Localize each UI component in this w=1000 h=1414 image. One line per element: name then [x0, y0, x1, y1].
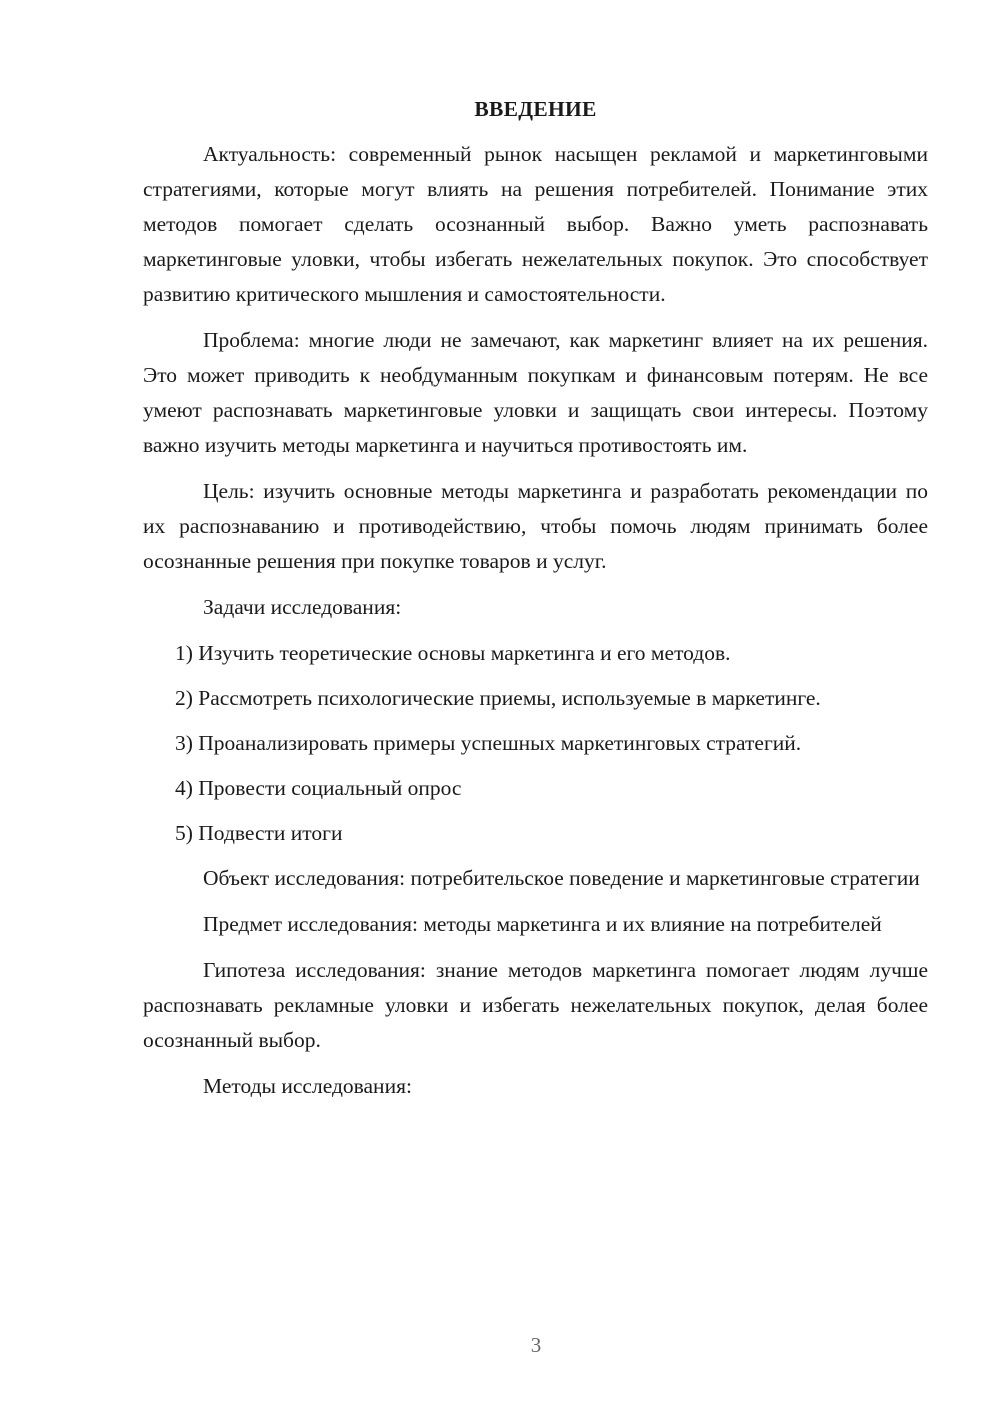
- object-paragraph: Объект исследования: потребительское поведение и маркетинговые стратегии: [203, 866, 920, 890]
- tasks-list: [143, 636, 928, 851]
- list-item: 3) Проанализировать примеры успешных маркетинговых стратегий.: [175, 731, 802, 755]
- list-item: 5) Подвести итоги: [175, 821, 343, 845]
- relevance-paragraph: Актуальность: современный рынок насыщен рекламой и маркетинговыми стратегиями, которые могут влиять на решения потребителей. Понимание этих методов помогает сделать осознанный выбор. Важно уметь распознавать маркетинговые уловки, чтобы избегать нежелательных покупок. Это способствует развитию критического мышления и самостоятельности.: [143, 142, 928, 306]
- subject-paragraph: Предмет исследования: методы маркетинга и их влияние на потребителей: [203, 912, 882, 936]
- hypothesis-paragraph: Гипотеза исследования: знание методов маркетинга помогает людям лучше распознавать рекламные уловки и избегать нежелательных покупок, делая более осознанный выбор.: [143, 958, 928, 1052]
- problem-paragraph: Проблема: многие люди не замечают, как маркетинг влияет на их решения. Это может приводить к необдуманным покупкам и финансовым потерям. Не все умеют распознавать маркетинговые уловки и защищать свои интересы. Поэтому важно изучить методы маркетинга и научиться противостоять им.: [143, 328, 928, 457]
- methods-heading: Методы исследования:: [203, 1074, 412, 1098]
- goal-paragraph: Цель: изучить основные методы маркетинга и разработать рекомендации по их распознаванию и противодействию, чтобы помочь людям принимать более осознанные решения при покупке товаров и услуг.: [143, 479, 928, 573]
- document-page: [143, 92, 928, 1115]
- section-title: ВВЕДЕНИЕ: [474, 97, 597, 121]
- page-number: 3: [530, 1333, 542, 1357]
- list-item: 2) Рассмотреть психологические приемы, используемые в маркетинге.: [175, 686, 821, 710]
- list-item: 4) Провести социальный опрос: [175, 776, 462, 800]
- tasks-heading: Задачи исследования:: [203, 595, 402, 619]
- list-item: 1) Изучить теоретические основы маркетинга и его методов.: [175, 641, 731, 665]
